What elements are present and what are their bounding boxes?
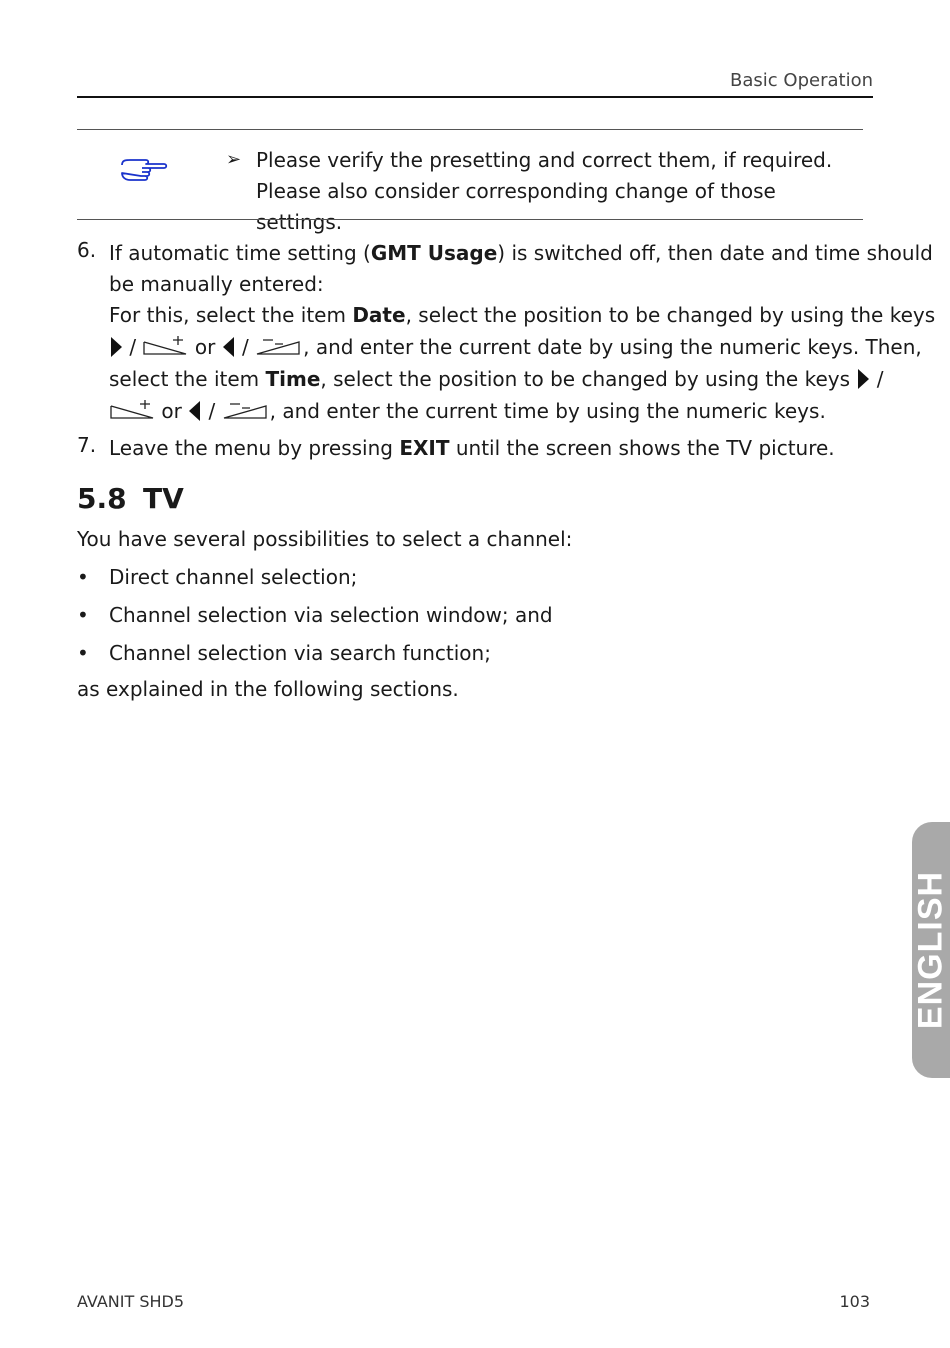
step-6-line-4: / or / , and enter the current date by using the numeric keys. Then,	[109, 331, 879, 363]
step-number: 7.	[77, 433, 97, 457]
language-tab-label: ENGLISH	[911, 870, 950, 1030]
section-heading: 5.8 TV	[77, 482, 184, 515]
step-7: Leave the menu by pressing EXIT until the screen shows the TV picture.	[109, 436, 835, 460]
note-text: Please verify the presetting and correct them, if required. Please also consider corresponding change of those settings.	[256, 148, 833, 234]
bullet-icon: •	[77, 603, 89, 627]
left-arrow-key-icon	[222, 336, 236, 358]
step-6-line-2: be manually entered:	[109, 272, 324, 296]
step-number: 6.	[77, 238, 97, 262]
list-item: Channel selection via search function;	[109, 641, 491, 665]
step-6-line-6: or / , and enter the current time by using the numeric keys.	[109, 395, 879, 427]
step-6-line-3: For this, select the item Date, select the position to be changed by using the keys	[109, 303, 936, 327]
bullet-icon: •	[77, 565, 89, 589]
volume-up-key-icon	[142, 336, 188, 358]
section-intro: You have several possibilities to select a channel:	[77, 527, 573, 551]
footer-product: AVANIT SHD5	[77, 1292, 185, 1311]
running-header: Basic Operation	[730, 70, 873, 91]
note-top-rule	[77, 129, 863, 130]
step-6-line-5: select the item Time, select the position to be changed by using the keys /	[109, 367, 884, 391]
volume-down-key-icon	[222, 400, 270, 422]
section-outro: as explained in the following sections.	[77, 677, 459, 701]
left-arrow-key-icon	[188, 400, 202, 422]
volume-down-key-icon	[255, 336, 303, 358]
right-arrow-key-icon	[109, 336, 123, 358]
pointing-hand-icon	[118, 155, 168, 189]
step-6-line-1: If automatic time setting (GMT Usage) is switched off, then date and time should	[109, 241, 933, 265]
note-arrow-icon: ➢	[226, 149, 242, 170]
step-6	[109, 237, 936, 427]
page-number: 103	[839, 1292, 870, 1311]
right-arrow-key-icon	[856, 368, 870, 390]
bullet-icon: •	[77, 641, 89, 665]
list-item: Channel selection via selection window; and	[109, 603, 553, 627]
note-bottom-rule	[77, 219, 863, 220]
volume-up-key-icon	[109, 400, 155, 422]
language-tab	[912, 822, 950, 1078]
list-item: Direct channel selection;	[109, 565, 358, 589]
header-rule	[77, 96, 873, 98]
